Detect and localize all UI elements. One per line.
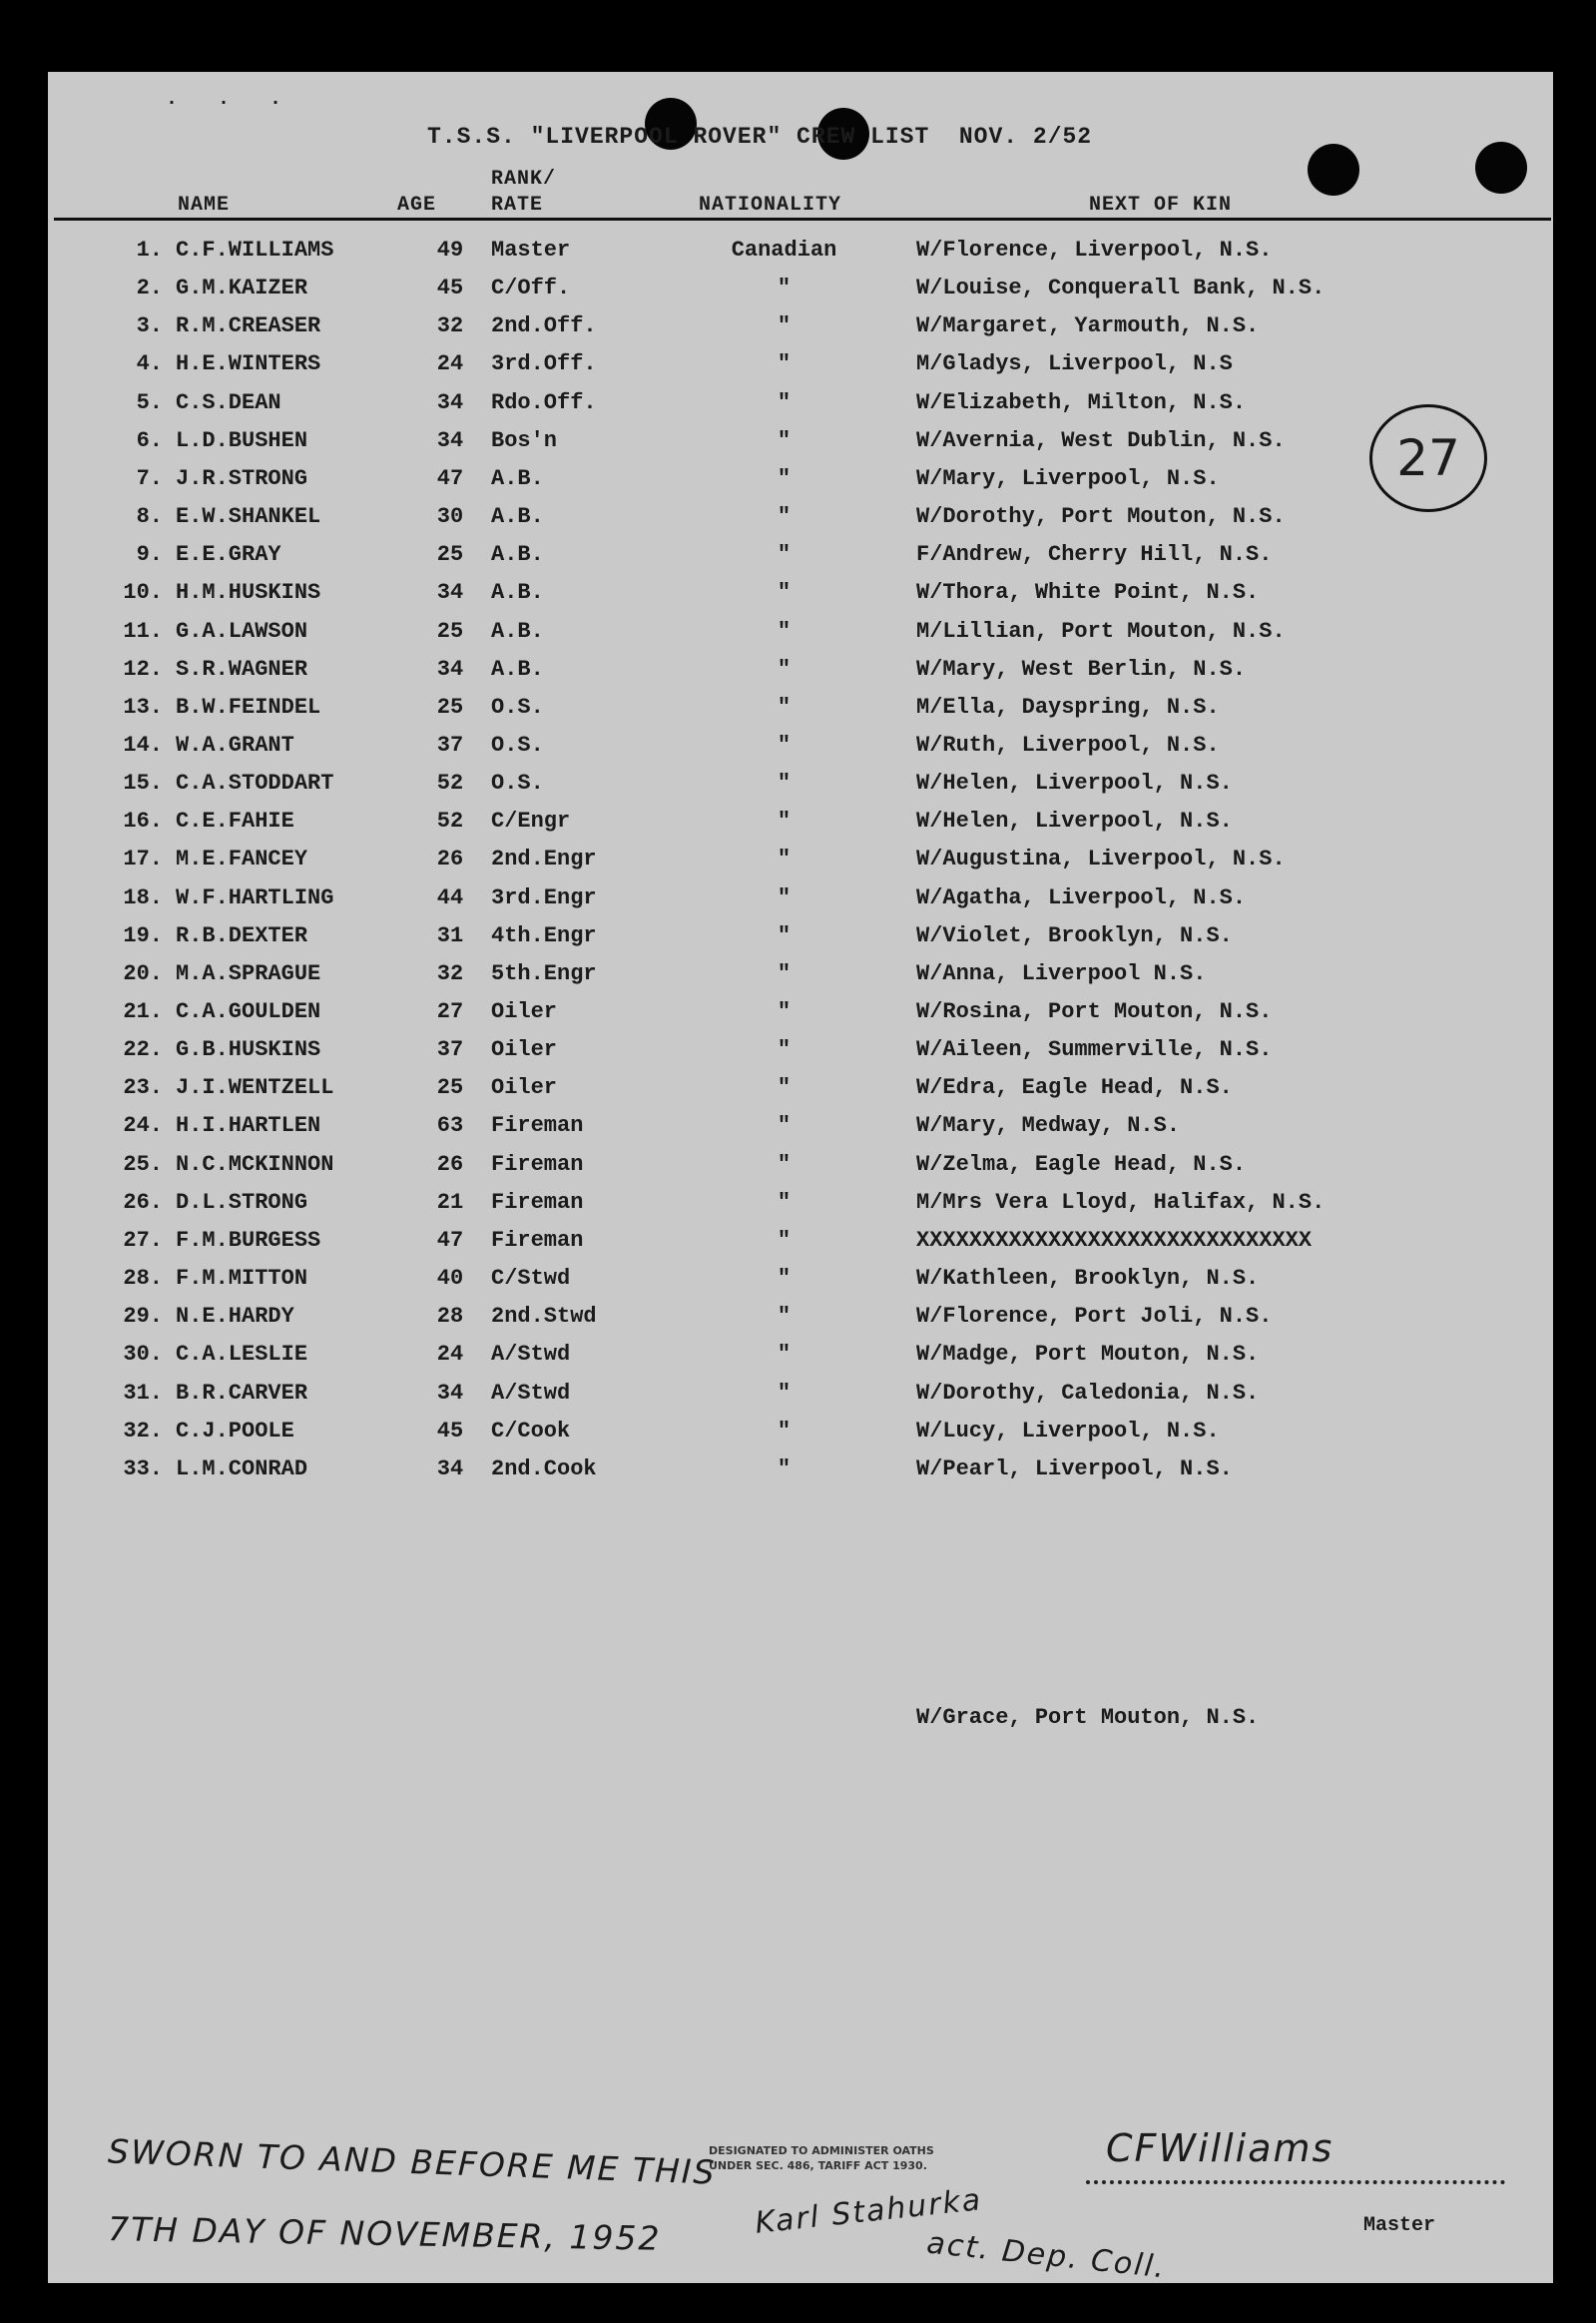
row-number: 25. xyxy=(123,1151,163,1177)
table-row xyxy=(48,999,1545,1035)
crew-list-document xyxy=(48,72,1553,2286)
crew-age: 24 xyxy=(436,1342,464,1368)
crew-next-of-kin: XXXXXXXXXXXXXXXXXXXXXXXXXXXXXX xyxy=(916,1227,1313,1253)
row-number: 18. xyxy=(123,884,163,910)
crew-next-of-kin: W/Kathleen, Brooklyn, N.S. xyxy=(916,1266,1260,1292)
header-rank-line2: RATE xyxy=(491,194,544,217)
crew-next-of-kin: W/Dorothy, Caledonia, N.S. xyxy=(916,1380,1260,1406)
crew-name: B.R.CARVER xyxy=(176,1380,308,1406)
oath-stamp: DESIGNATED TO ADMINISTER OATHS UNDER SEC. 486, TARIFF ACT 1930. xyxy=(709,2144,934,2172)
crew-name: D.L.STRONG xyxy=(176,1189,308,1215)
crew-rank: A.B. xyxy=(491,656,544,682)
crew-nationality: " xyxy=(777,884,792,910)
crew-age: 27 xyxy=(436,999,464,1024)
crew-name: R.M.CREASER xyxy=(176,313,321,339)
crew-name: C.A.GOULDEN xyxy=(176,999,321,1024)
crew-age: 40 xyxy=(436,1266,464,1292)
crew-next-of-kin: W/Florence, Port Joli, N.S. xyxy=(916,1304,1273,1330)
crew-age: 24 xyxy=(436,351,464,377)
table-row xyxy=(48,923,1545,959)
table-row xyxy=(48,1075,1545,1111)
table-row xyxy=(48,1113,1545,1149)
crew-rank: C/Off. xyxy=(491,276,571,301)
crew-age: 34 xyxy=(436,1380,464,1406)
crew-rank: Oiler xyxy=(491,1075,558,1101)
table-row xyxy=(48,961,1545,997)
crew-name: G.M.KAIZER xyxy=(176,276,308,301)
crew-name: G.B.HUSKINS xyxy=(176,1037,321,1063)
crew-nationality: " xyxy=(777,504,792,530)
crew-next-of-kin: W/Mary, West Berlin, N.S. xyxy=(916,656,1247,682)
sworn-statement-line2: 7TH DAY OF NOVEMBER, 1952 xyxy=(107,2209,662,2258)
crew-rank: A.B. xyxy=(491,465,544,491)
row-number: 9. xyxy=(136,542,163,568)
crew-nationality: " xyxy=(777,847,792,872)
crew-next-of-kin: W/Aileen, Summerville, N.S. xyxy=(916,1037,1273,1063)
header-rank-line1: RANK/ xyxy=(491,168,557,191)
row-number: 3. xyxy=(136,313,163,339)
crew-nationality: " xyxy=(777,694,792,720)
crew-rank: C/Cook xyxy=(491,1418,571,1444)
row-number: 4. xyxy=(136,351,163,377)
crew-name: W.A.GRANT xyxy=(176,732,294,758)
crew-nationality: " xyxy=(777,771,792,797)
crew-nationality: " xyxy=(777,427,792,453)
crew-age: 26 xyxy=(436,1151,464,1177)
paper-specks: · · · xyxy=(166,92,296,115)
crew-nationality: " xyxy=(777,1189,792,1215)
table-row xyxy=(48,733,1545,769)
crew-age: 26 xyxy=(436,847,464,872)
table-row xyxy=(48,1304,1545,1340)
crew-next-of-kin: W/Violet, Brooklyn, N.S. xyxy=(916,922,1233,948)
punch-hole xyxy=(1475,142,1527,194)
header-name: NAME xyxy=(178,194,231,217)
crew-next-of-kin: W/Helen, Liverpool, N.S. xyxy=(916,809,1233,835)
crew-nationality: " xyxy=(777,1380,792,1406)
crew-next-of-kin: M/Gladys, Liverpool, N.S xyxy=(916,351,1233,377)
crew-nationality: Canadian xyxy=(731,238,837,263)
row-number: 12. xyxy=(123,656,163,682)
table-row xyxy=(48,771,1545,807)
crew-name: G.A.LAWSON xyxy=(176,618,308,644)
row-number: 24. xyxy=(123,1113,163,1139)
crew-nationality: " xyxy=(777,580,792,606)
crew-name: B.W.FEINDEL xyxy=(176,694,321,720)
crew-rank: A.B. xyxy=(491,542,544,568)
crew-rank: 3rd.Off. xyxy=(491,351,597,377)
crew-next-of-kin: W/Zelma, Eagle Head, N.S. xyxy=(916,1151,1247,1177)
crew-rank: Oiler xyxy=(491,999,558,1024)
crew-nationality: " xyxy=(777,732,792,758)
table-row xyxy=(48,1456,1545,1492)
crew-age: 34 xyxy=(436,1455,464,1481)
table-row xyxy=(48,238,1545,274)
official-title: act. Dep. Coll. xyxy=(924,2225,1169,2286)
row-number: 27. xyxy=(123,1227,163,1253)
crew-rank: 5th.Engr xyxy=(491,960,597,986)
crew-next-of-kin: W/Edra, Eagle Head, N.S. xyxy=(916,1075,1233,1101)
crew-age: 30 xyxy=(436,504,464,530)
row-number: 19. xyxy=(123,922,163,948)
crew-rank: A.B. xyxy=(491,580,544,606)
crew-name: F.M.BURGESS xyxy=(176,1227,321,1253)
crew-name: C.A.LESLIE xyxy=(176,1342,308,1368)
crew-next-of-kin: W/Avernia, West Dublin, N.S. xyxy=(916,427,1286,453)
crew-next-of-kin: W/Mary, Medway, N.S. xyxy=(916,1113,1181,1139)
crew-nationality: " xyxy=(777,313,792,339)
crew-nationality: " xyxy=(777,1113,792,1139)
crew-rank: Bos'n xyxy=(491,427,558,453)
crew-next-of-kin: M/Ella, Dayspring, N.S. xyxy=(916,694,1220,720)
crew-nationality: " xyxy=(777,1075,792,1101)
crew-age: 32 xyxy=(436,960,464,986)
table-row xyxy=(48,466,1545,502)
crew-age: 44 xyxy=(436,884,464,910)
row-number: 11. xyxy=(123,618,163,644)
crew-age: 49 xyxy=(436,238,464,263)
crew-rank: C/Stwd xyxy=(491,1266,571,1292)
header-next-of-kin: NEXT OF KIN xyxy=(1089,194,1233,217)
crew-next-of-kin: W/Lucy, Liverpool, N.S. xyxy=(916,1418,1220,1444)
crew-age: 34 xyxy=(436,427,464,453)
crew-name: N.C.MCKINNON xyxy=(176,1151,334,1177)
crew-rank: A.B. xyxy=(491,504,544,530)
circled-number: 27 xyxy=(1369,404,1487,512)
crew-name: F.M.MITTON xyxy=(176,1266,308,1292)
crew-name: H.M.HUSKINS xyxy=(176,580,321,606)
crew-age: 45 xyxy=(436,1418,464,1444)
crew-rank: A.B. xyxy=(491,618,544,644)
crew-rank: A/Stwd xyxy=(491,1342,571,1368)
table-row xyxy=(48,276,1545,311)
row-number: 14. xyxy=(123,732,163,758)
crew-rank: O.S. xyxy=(491,694,544,720)
crew-rank: Fireman xyxy=(491,1151,584,1177)
crew-age: 37 xyxy=(436,732,464,758)
row-number: 26. xyxy=(123,1189,163,1215)
official-signature: Karl Stahurka xyxy=(753,2182,984,2241)
table-row xyxy=(48,1381,1545,1417)
row-number: 21. xyxy=(123,999,163,1024)
crew-age: 25 xyxy=(436,694,464,720)
crew-age: 52 xyxy=(436,771,464,797)
crew-nationality: " xyxy=(777,542,792,568)
crew-nationality: " xyxy=(777,1342,792,1368)
crew-name: W.F.HARTLING xyxy=(176,884,334,910)
row-number: 6. xyxy=(136,427,163,453)
row-number: 32. xyxy=(123,1418,163,1444)
crew-rank: O.S. xyxy=(491,732,544,758)
crew-age: 21 xyxy=(436,1189,464,1215)
crew-next-of-kin: M/Lillian, Port Mouton, N.S. xyxy=(916,618,1286,644)
crew-name: C.E.FAHIE xyxy=(176,809,294,835)
crew-name: E.E.GRAY xyxy=(176,542,281,568)
crew-rank: 4th.Engr xyxy=(491,922,597,948)
crew-name: M.A.SPRAGUE xyxy=(176,960,321,986)
crew-rank: Fireman xyxy=(491,1189,584,1215)
crew-rank: 3rd.Engr xyxy=(491,884,597,910)
crew-age: 45 xyxy=(436,276,464,301)
table-row xyxy=(48,1152,1545,1188)
crew-age: 63 xyxy=(436,1113,464,1139)
table-row xyxy=(48,619,1545,655)
table-row xyxy=(48,1266,1545,1302)
crew-next-of-kin: W/Madge, Port Mouton, N.S. xyxy=(916,1342,1260,1368)
crew-nationality: " xyxy=(777,922,792,948)
crew-rank: Fireman xyxy=(491,1113,584,1139)
crew-name: E.W.SHANKEL xyxy=(176,504,321,530)
crew-nationality: " xyxy=(777,1037,792,1063)
row-number: 29. xyxy=(123,1304,163,1330)
table-row xyxy=(48,695,1545,731)
crew-name: J.I.WENTZELL xyxy=(176,1075,334,1101)
crew-rank: Rdo.Off. xyxy=(491,389,597,415)
crew-name: C.S.DEAN xyxy=(176,389,281,415)
crew-name: R.B.DEXTER xyxy=(176,922,308,948)
crew-age: 37 xyxy=(436,1037,464,1063)
crew-nationality: " xyxy=(777,351,792,377)
crew-next-of-kin: M/Mrs Vera Lloyd, Halifax, N.S. xyxy=(916,1189,1326,1215)
crew-age: 25 xyxy=(436,542,464,568)
row-number: 28. xyxy=(123,1266,163,1292)
header-nationality: NATIONALITY xyxy=(699,194,842,217)
crew-rank: 2nd.Cook xyxy=(491,1455,597,1481)
crew-nationality: " xyxy=(777,1227,792,1253)
crew-nationality: " xyxy=(777,999,792,1024)
table-row xyxy=(48,1419,1545,1454)
crew-name: C.F.WILLIAMS xyxy=(176,238,334,263)
crew-age: 34 xyxy=(436,656,464,682)
crew-nationality: " xyxy=(777,1304,792,1330)
crew-age: 34 xyxy=(436,389,464,415)
crew-nationality: " xyxy=(777,1418,792,1444)
table-row xyxy=(48,1342,1545,1378)
master-label: Master xyxy=(1363,2214,1436,2237)
crew-nationality: " xyxy=(777,809,792,835)
crew-next-of-kin: W/Louise, Conquerall Bank, N.S. xyxy=(916,276,1326,301)
crew-next-of-kin: W/Augustina, Liverpool, N.S. xyxy=(916,847,1286,872)
crew-next-of-kin: W/Florence, Liverpool, N.S. xyxy=(916,238,1273,263)
table-row xyxy=(48,809,1545,845)
row-number: 7. xyxy=(136,465,163,491)
row-number: 16. xyxy=(123,809,163,835)
table-row xyxy=(48,1037,1545,1073)
crew-name: J.R.STRONG xyxy=(176,465,308,491)
sworn-statement-line1: SWORN TO AND BEFORE ME THIS xyxy=(107,2131,718,2192)
row-number: 8. xyxy=(136,504,163,530)
header-age: AGE xyxy=(397,194,437,217)
crew-age: 52 xyxy=(436,809,464,835)
crew-next-of-kin: W/Agatha, Liverpool, N.S. xyxy=(916,884,1247,910)
row-number: 10. xyxy=(123,580,163,606)
crew-next-of-kin: W/Pearl, Liverpool, N.S. xyxy=(916,1455,1233,1481)
table-row xyxy=(48,351,1545,387)
crew-nationality: " xyxy=(777,1266,792,1292)
crew-name: L.M.CONRAD xyxy=(176,1455,308,1481)
crew-next-of-kin: W/Elizabeth, Milton, N.S. xyxy=(916,389,1247,415)
crew-age: 25 xyxy=(436,1075,464,1101)
overtyped-next-of-kin: W/Grace, Port Mouton, N.S. xyxy=(916,1705,1260,1730)
crew-nationality: " xyxy=(777,1151,792,1177)
row-number: 33. xyxy=(123,1455,163,1481)
table-row xyxy=(48,885,1545,921)
crew-next-of-kin: W/Thora, White Point, N.S. xyxy=(916,580,1260,606)
crew-age: 31 xyxy=(436,922,464,948)
crew-next-of-kin: F/Andrew, Cherry Hill, N.S. xyxy=(916,542,1273,568)
crew-name: H.I.HARTLEN xyxy=(176,1113,321,1139)
punch-hole xyxy=(1308,144,1359,196)
crew-name: N.E.HARDY xyxy=(176,1304,294,1330)
crew-age: 28 xyxy=(436,1304,464,1330)
crew-rank: 2nd.Off. xyxy=(491,313,597,339)
crew-rank: 2nd.Engr xyxy=(491,847,597,872)
signature-line xyxy=(1086,2180,1505,2184)
row-number: 20. xyxy=(123,960,163,986)
table-row xyxy=(48,1190,1545,1226)
row-number: 22. xyxy=(123,1037,163,1063)
crew-next-of-kin: W/Anna, Liverpool N.S. xyxy=(916,960,1207,986)
crew-next-of-kin: W/Helen, Liverpool, N.S. xyxy=(916,771,1233,797)
master-signature: CFWilliams xyxy=(1106,2126,1334,2170)
table-row xyxy=(48,657,1545,693)
row-number: 13. xyxy=(123,694,163,720)
crew-age: 47 xyxy=(436,465,464,491)
table-row xyxy=(48,390,1545,426)
crew-age: 32 xyxy=(436,313,464,339)
row-number: 1. xyxy=(136,238,163,263)
crew-name: C.J.POOLE xyxy=(176,1418,294,1444)
crew-age: 34 xyxy=(436,580,464,606)
table-row xyxy=(48,847,1545,882)
crew-next-of-kin: W/Dorothy, Port Mouton, N.S. xyxy=(916,504,1286,530)
crew-name: M.E.FANCEY xyxy=(176,847,308,872)
table-row xyxy=(48,313,1545,349)
crew-age: 47 xyxy=(436,1227,464,1253)
row-number: 5. xyxy=(136,389,163,415)
crew-nationality: " xyxy=(777,389,792,415)
crew-next-of-kin: W/Ruth, Liverpool, N.S. xyxy=(916,732,1220,758)
crew-age: 25 xyxy=(436,618,464,644)
crew-rank: Master xyxy=(491,238,571,263)
document-title: T.S.S. "LIVERPOOL ROVER" CREW LIST NOV. 2/52 xyxy=(427,124,1093,150)
crew-name: L.D.BUSHEN xyxy=(176,427,308,453)
table-row xyxy=(48,504,1545,540)
crew-nationality: " xyxy=(777,1455,792,1481)
crew-nationality: " xyxy=(777,618,792,644)
crew-nationality: " xyxy=(777,960,792,986)
crew-next-of-kin: W/Mary, Liverpool, N.S. xyxy=(916,465,1220,491)
crew-next-of-kin: W/Rosina, Port Mouton, N.S. xyxy=(916,999,1273,1024)
table-row xyxy=(48,428,1545,464)
table-row xyxy=(48,1228,1545,1264)
row-number: 23. xyxy=(123,1075,163,1101)
crew-rank: O.S. xyxy=(491,771,544,797)
crew-rank: Oiler xyxy=(491,1037,558,1063)
crew-rank: Fireman xyxy=(491,1227,584,1253)
row-number: 30. xyxy=(123,1342,163,1368)
header-rule xyxy=(54,218,1551,221)
crew-nationality: " xyxy=(777,276,792,301)
crew-rank: 2nd.Stwd xyxy=(491,1304,597,1330)
crew-rank: C/Engr xyxy=(491,809,571,835)
crew-nationality: " xyxy=(777,465,792,491)
row-number: 2. xyxy=(136,276,163,301)
crew-nationality: " xyxy=(777,656,792,682)
row-number: 31. xyxy=(123,1380,163,1406)
crew-rank: A/Stwd xyxy=(491,1380,571,1406)
crew-name: C.A.STODDART xyxy=(176,771,334,797)
crew-name: H.E.WINTERS xyxy=(176,351,321,377)
row-number: 15. xyxy=(123,771,163,797)
crew-name: S.R.WAGNER xyxy=(176,656,308,682)
table-row xyxy=(48,542,1545,578)
row-number: 17. xyxy=(123,847,163,872)
crew-next-of-kin: W/Margaret, Yarmouth, N.S. xyxy=(916,313,1260,339)
table-row xyxy=(48,580,1545,616)
